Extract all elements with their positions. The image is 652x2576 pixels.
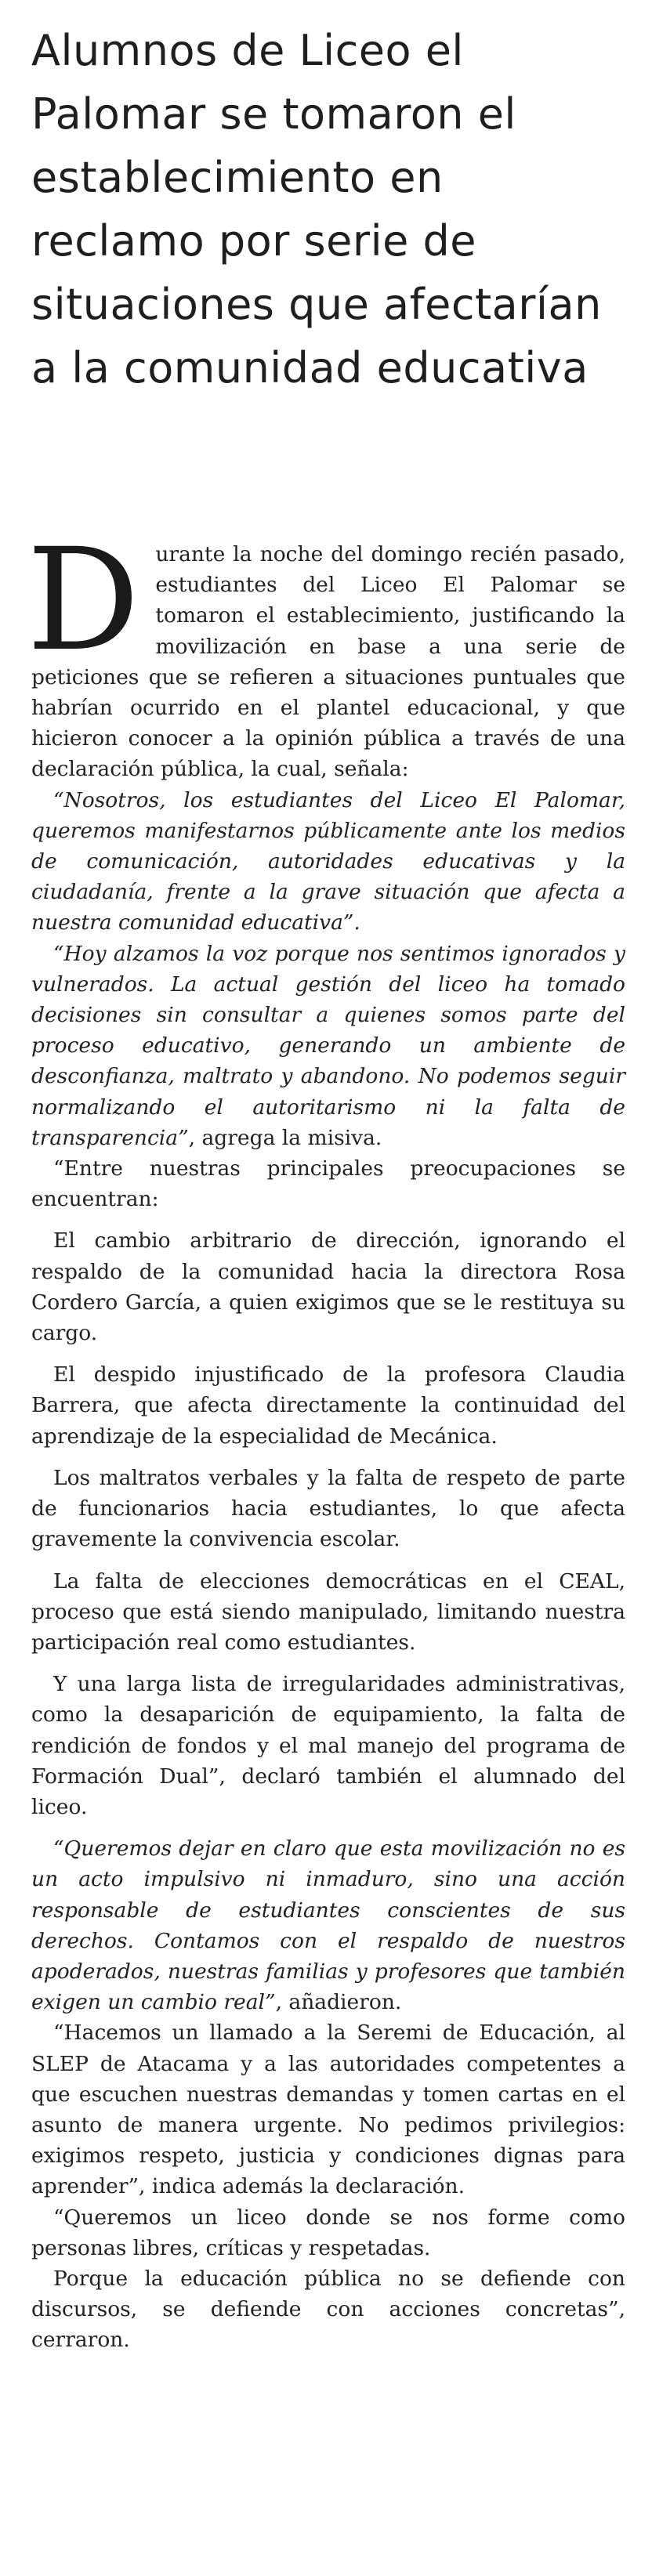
article-headline: Alumnos de Liceo el Palomar se tomaron el establecimiento en reclamo por serie de situaciones que afectarían a la comunidad educativa [31,26,602,393]
paragraph-text: Los maltratos verbales y la falta de respeto de parte de funcionarios hacia estudiantes, lo que afecta gravemente la convivencia escolar. [31,1465,625,1552]
lead-text: urante la noche del domingo recién pasado, estudiantes del Liceo El Palomar se tomaron el establecimiento, justificando la movilización en base a una serie de peticiones que se refieren a situaciones puntuales que habrían ocurrido en el plantel educacional, y que hicieron conocer a la opinión pública a través de una declaración pública, la cual, señala: [31,542,625,782]
paragraph-appeal [31,2017,625,2202]
paragraph-concern-dismissal [31,1359,625,1452]
paragraph-aspiration [31,2202,625,2263]
article-body [27,519,625,2356]
attribution-text: , agrega la misiva. [188,1125,382,1150]
paragraph-concern-irregularities [31,1669,625,1822]
paragraph-text: Y una larga lista de irregularidades administrativas, como la desaparición de equipamiento, la falta de rendición de fondos y el mal manejo del programa de Formación Dual”, declaró también el alumnado del liceo. [31,1672,625,1819]
paragraph-concern-direction [31,1225,625,1348]
drop-cap: D [27,519,140,682]
paragraph-quote-2 [31,939,625,1153]
paragraph-quote-1 [31,785,625,939]
attribution-text: , añadieron. [275,1990,402,2015]
paragraph-text: El despido injustificado de la profesora Claudia Barrera, que afecta directamente la continuidad del aprendizaje de la especialidad de Mecánica. [31,1362,625,1449]
paragraph-closing [31,2263,625,2356]
paragraph-concern-elections [31,1566,625,1659]
lead-paragraph [27,519,625,785]
quote-text: “Hoy alzamos la voz porque nos sentimos ignorados y vulnerados. La actual gestión del liceo ha tomado decisiones sin consultar a quienes somos parte del proceso educativo, generando un ambiente de desconfianza, maltrato y abandono. No podemos seguir normalizando el autoritarismo ni la falta de transparencia” [31,941,625,1150]
paragraph-text: “Entre nuestras principales preocupaciones se encuentran: [31,1156,625,1212]
paragraph-text: Porque la educación pública no se defiende con discursos, se defiende con acciones concretas”, cerraron. [31,2266,625,2353]
paragraph-text: La falta de elecciones democráticas en el CEAL, proceso que está siendo manipulado, limitando nuestra participación real como estudiantes. [31,1568,625,1655]
paragraph-text: “Queremos un liceo donde se nos forme como personas libres, críticas y respetadas. [31,2205,625,2260]
quote-text: “Queremos dejar en claro que esta movilización no es un acto impulsivo ni inmaduro, sino una acción responsable de estudiantes conscientes de sus derechos. Contamos con el respaldo de nuestros apoderados, nuestras familias y profesores que también exigen un cambio real” [31,1836,625,2015]
paragraph-text: “Hacemos un llamado a la Seremi de Educación, al SLEP de Atacama y a las autoridades competentes a que escuchen nuestras demandas y tomen cartas en el asunto de manera urgente. No pedimos privilegios: exigimos respeto, justicia y condiciones dignas para aprender”, indica además la declaración. [31,2021,625,2199]
paragraph-concerns-intro [31,1153,625,1214]
paragraph-text: El cambio arbitrario de dirección, ignorando el respaldo de la comunidad hacia la directora Rosa Cordero García, a quien exigimos que se le restituya su cargo. [31,1228,625,1346]
paragraph-concern-mistreatment [31,1463,625,1555]
quote-text: “Nosotros, los estudiantes del Liceo El Palomar, queremos manifestarnos públicamente ante los medios de comunicación, autoridades educativas y la ciudadanía, frente a la grave situación que afecta a nuestra comunidad educativa”. [31,787,625,935]
paragraph-quote-3 [31,1833,625,2017]
